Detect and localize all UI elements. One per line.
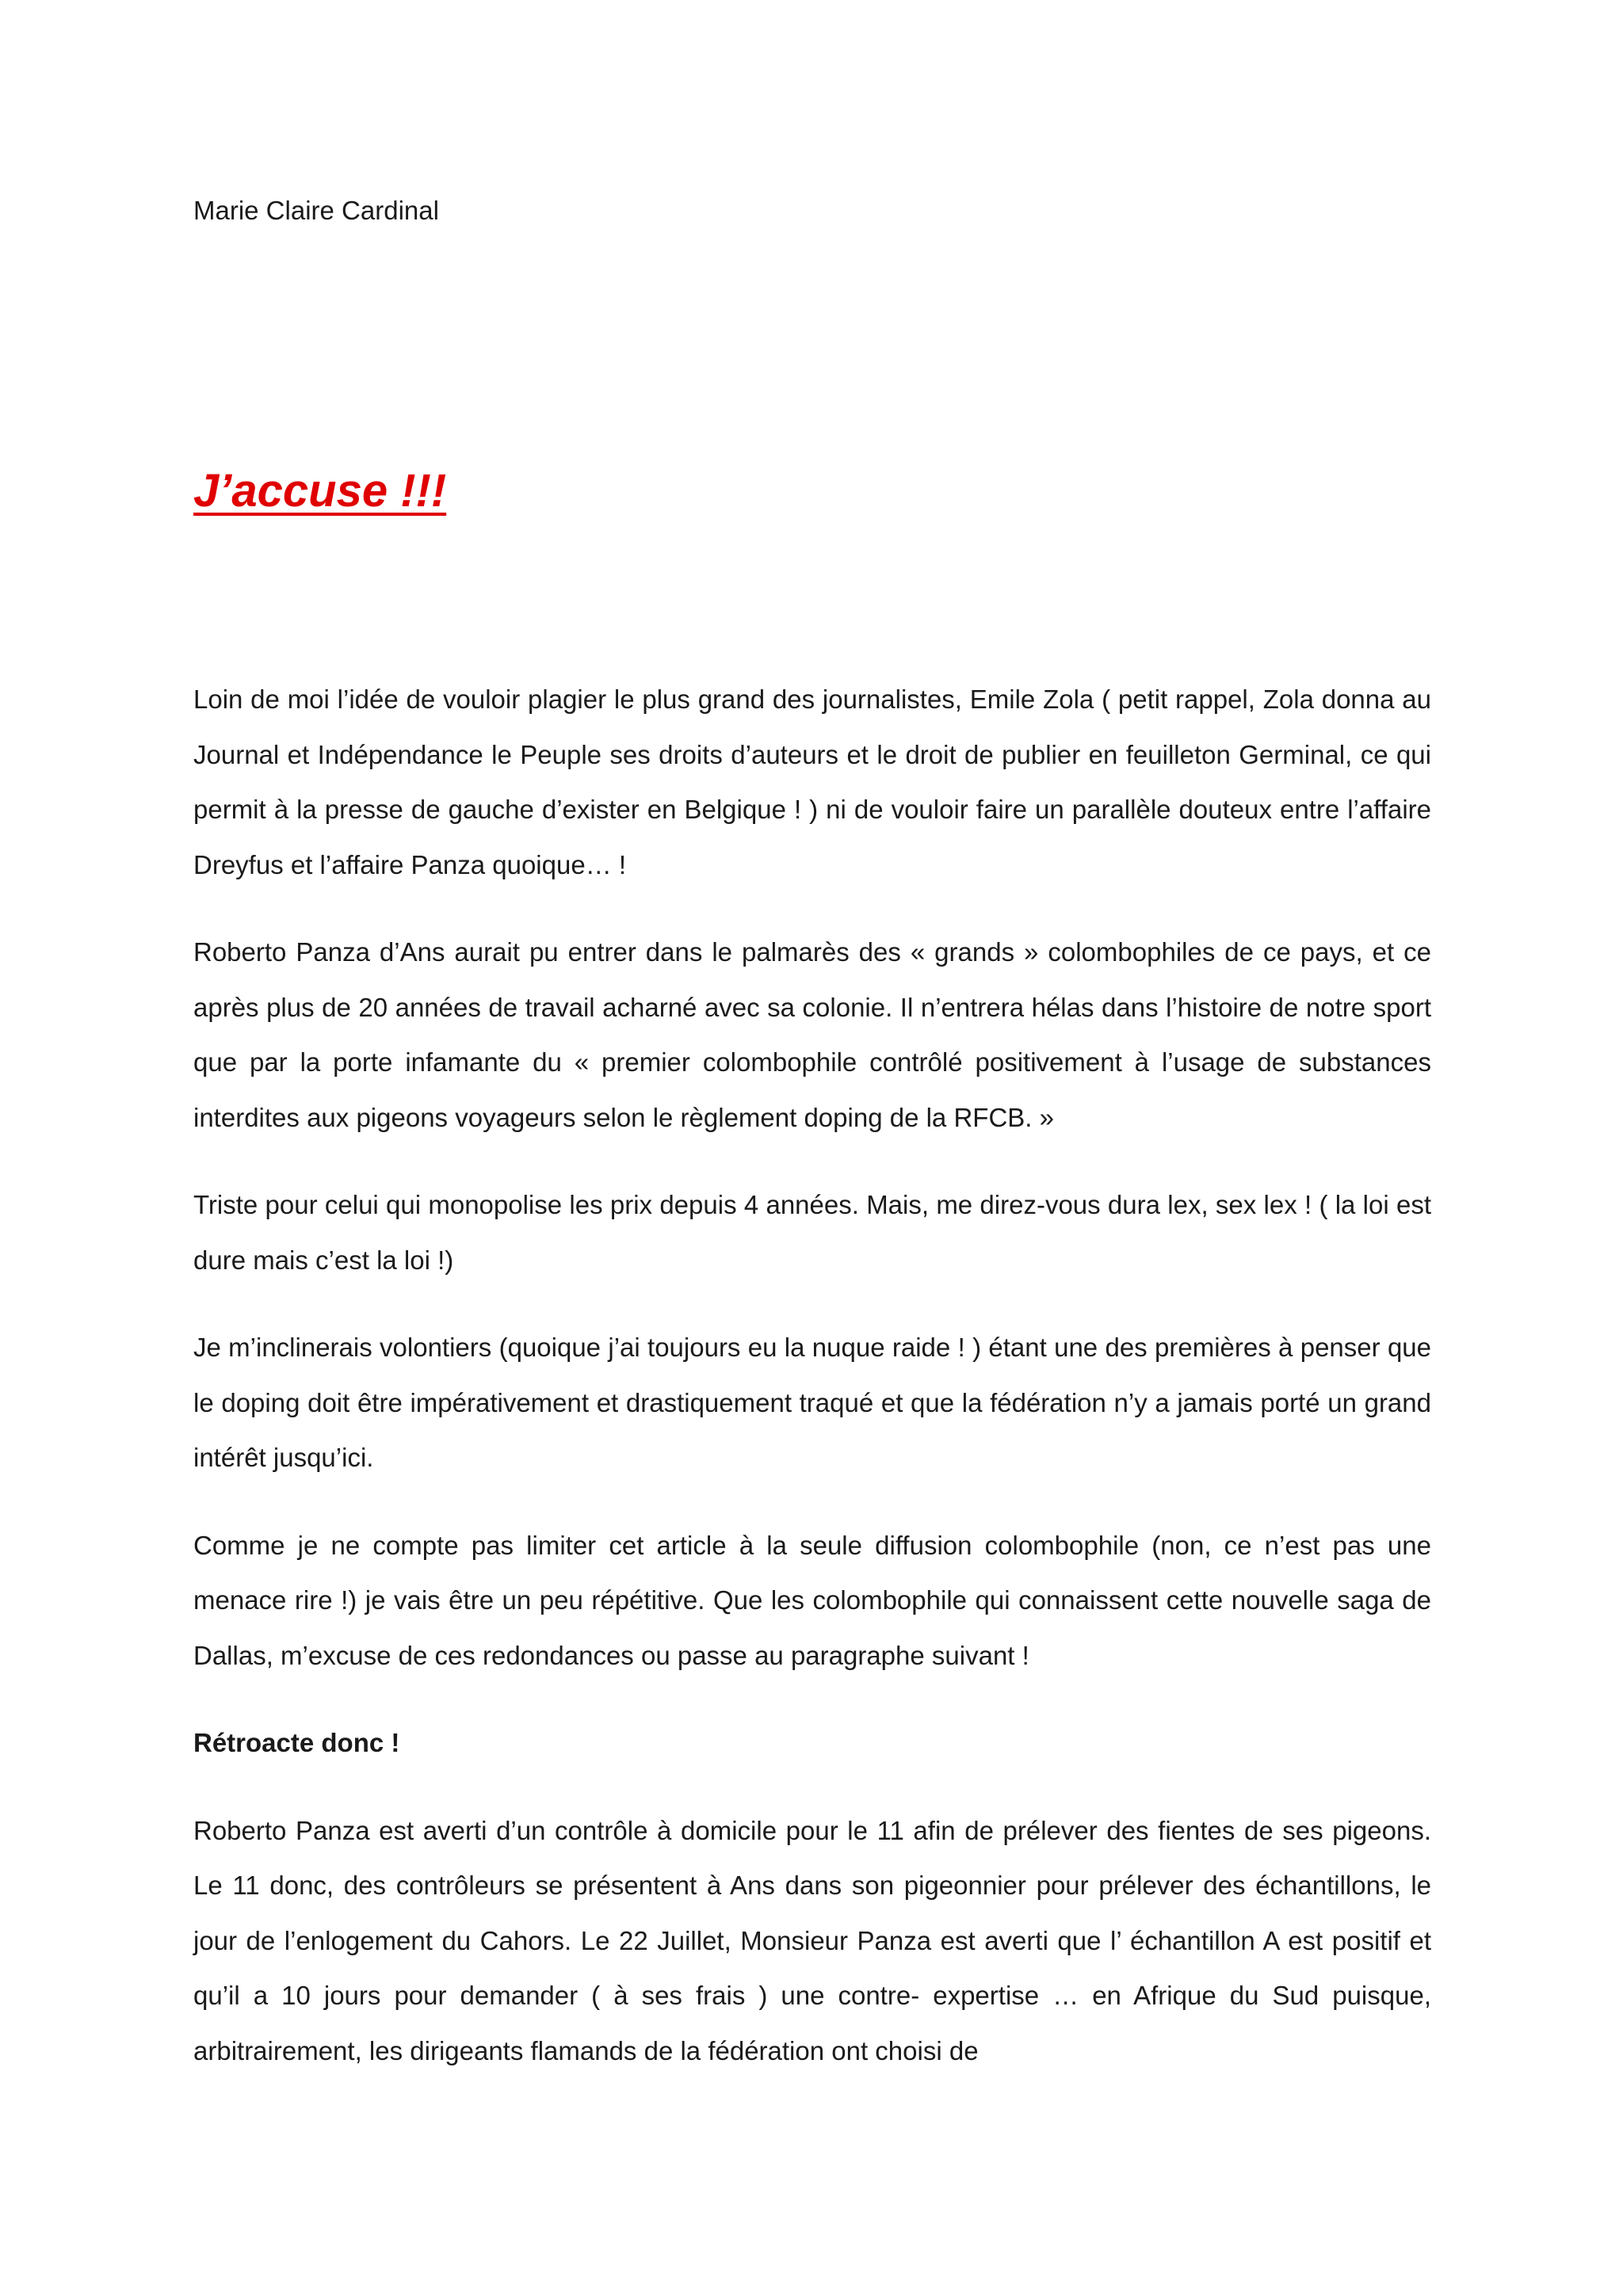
paragraph-5: Comme je ne compte pas limiter cet article à la seule diffusion colombophile (non, ce n’est pas une menace rire !) je vais être un peu répétitive. Que les colombophile qui connaissent cette nouvelle saga de Dallas, m’excuse de ces redondances ou passe au paragraphe suivant ! [193, 1530, 1431, 1670]
document-title: J’accuse !!! [193, 465, 447, 517]
paragraph-6: Roberto Panza est averti d’un contrôle à domicile pour le 11 afin de prélever des fientes de ses pigeons. Le 11 donc, des contrôleurs se présentent à Ans dans son pigeonnier pour prélever des échantillons, le jour de l’enlogement du Cahors. Le 22 Juillet, Monsieur Panza est averti que l’ échantillon A est positif et qu’il a 10 jours pour demander ( à ses frais ) une contre- expertise … en Afrique du Sud puisque, arbitrairement, les dirigeants flamands de la fédération ont choisi de [193, 1815, 1431, 2065]
paragraph-2: Roberto Panza d’Ans aurait pu entrer dans le palmarès des « grands » colombophiles de ce pays, et ce après plus de 20 années de travail acharné avec sa colonie. Il n’entrera hélas dans l’histoire de notre sport que par la porte infamante du « premier colombophile contrôlé positivement à l’usage de substances interdites aux pigeons voyageurs selon le règlement doping de la RFCB. » [193, 937, 1431, 1132]
paragraph-4: Je m’inclinerais volontiers (quoique j’ai toujours eu la nuque raide ! ) étant une des premières à penser que le doping doit être impérativement et drastiquement traqué et que la fédération n’y a jamais porté un grand intérêt jusqu’ici. [193, 1333, 1431, 1472]
section-heading: Rétroacte donc ! [193, 1728, 400, 1757]
article-body [193, 672, 1431, 2111]
paragraph-3: Triste pour celui qui monopolise les prix depuis 4 années. Mais, me direz-vous dura lex, sex lex ! ( la loi est dure mais c’est la loi !) [193, 1190, 1431, 1275]
paragraph-1: Loin de moi l’idée de vouloir plagier le plus grand des journalistes, Emile Zola ( petit rappel, Zola donna au Journal et Indépendance le Peuple ses droits d’auteurs et le droit de publier en feuilleton Germinal, ce qui permit à la presse de gauche d’exister en Belgique ! ) ni de vouloir faire un parallèle douteux entre l’affaire Dreyfus et l’affaire Panza quoique… ! [193, 685, 1431, 879]
author-name: Marie Claire Cardinal [193, 196, 439, 225]
